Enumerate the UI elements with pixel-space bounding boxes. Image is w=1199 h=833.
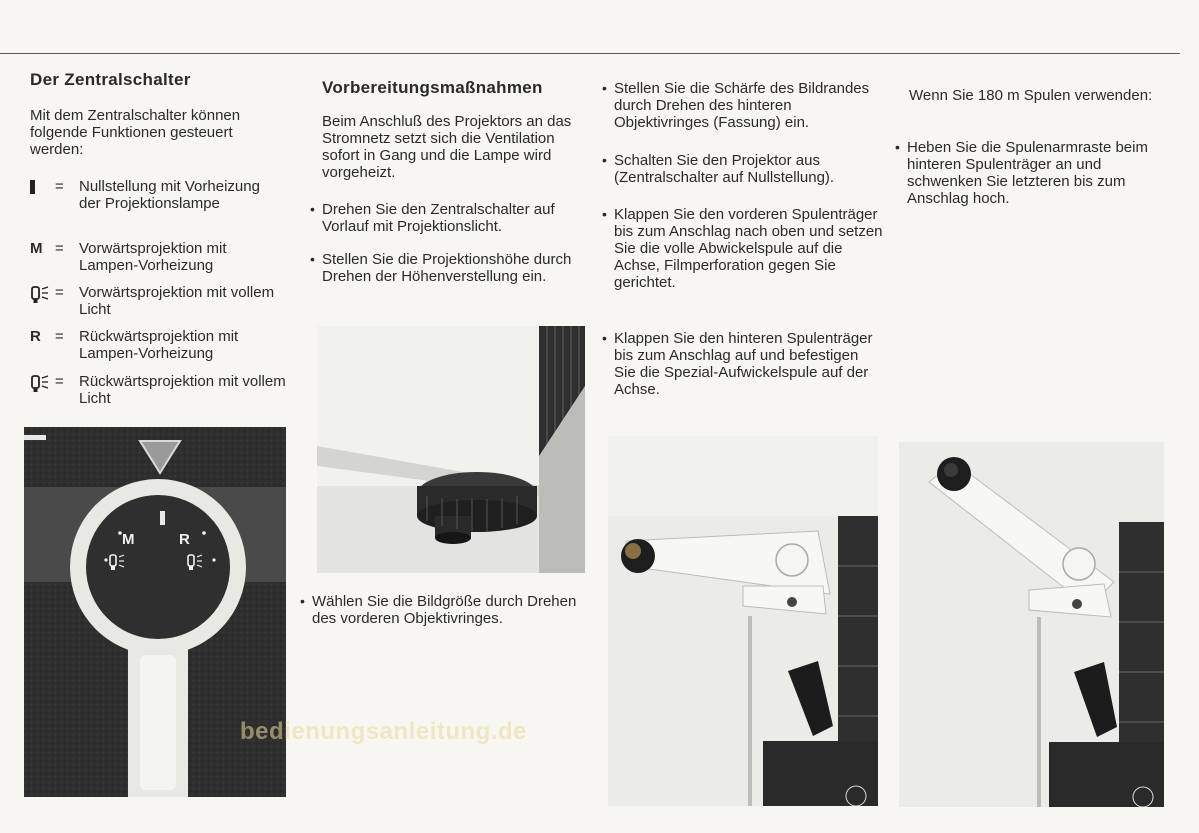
top-rule <box>0 53 1180 54</box>
heading-vorbereitung: Vorbereitungsmaßnahmen <box>322 78 543 97</box>
heading-zentralschalter: Der Zentralschalter <box>30 70 191 89</box>
watermark: bedienungsanleitung.de <box>240 718 528 745</box>
photo-rear-reel-arm <box>899 442 1164 807</box>
intro-180m-spulen: Wenn Sie 180 m Spulen verwenden: <box>909 87 1153 104</box>
bullet-projektionshoehe: • Stellen Sie die Projektionshöhe durch Drehen der Höhenverstellung ein. <box>311 251 577 285</box>
bullet-hinterer-spulentraeger: • Klappen Sie den hinteren Spulenträger bis zum Anschlag auf und befestigen Sie die Spezial-Aufwickelspule auf der Achse. <box>603 330 876 398</box>
bullet-schaerfe: • Stellen Sie die Schärfe des Bildrandes durch Drehen des hinteren Objektivringes (Fassung) ein. <box>603 80 884 131</box>
bullet-bildgroesse: • Wählen Sie die Bildgröße durch Drehen des vorderen Objektivringes. <box>301 593 582 627</box>
intro-vorbereitung: Beim Anschluß des Projektors an das Stromnetz setzt sich die Ventilation sofort in Gang und die Lampe wird vorgeheizt. <box>322 113 572 181</box>
bullet-spulenarmraste: • Heben Sie die Spulenarmraste beim hinteren Spulenträger an und schwenken Sie letzteren bis zum Anschlag hoch. <box>896 139 1169 207</box>
lamp-icon <box>30 284 52 308</box>
dial-label-m: M <box>122 531 135 548</box>
dial-label-r: R <box>179 531 190 548</box>
bullet-projektor-aus: • Schalten Sie den Projektor aus (Zentralschalter auf Nullstellung). <box>603 152 884 186</box>
column-zentralschalter: Der Zentralschalter Mit dem Zentralschalter können folgende Funktionen gesteuert werden: = Nullstellung mit Vorheizung der Projektionslampe M = Vorwärtsprojektion mit Lampen-Vorheizung = Vorwärtsprojektion mit vollem Licht R = Rückwärtsprojektion mit Lampen-Vorheizung = Rückwärtsprojektion mit vollem Licht <box>30 71 295 88</box>
photo-front-reel-arm <box>608 436 878 806</box>
bullet-zentralschalter-vorlauf: • Drehen Sie den Zentralschalter auf Vorlauf mit Projektionslicht. <box>311 201 577 235</box>
bar-icon <box>30 178 52 198</box>
lamp-icon <box>30 373 52 397</box>
intro-zentralschalter: Mit dem Zentralschalter können folgende Funktionen gesteuert werden: <box>30 107 241 158</box>
column-vorbereitung <box>322 78 592 285</box>
bullet-vorderer-spulentraeger: • Klappen Sie den vorderen Spulenträger bis zum Anschlag nach oben und setzen Sie die volle Abwickelspule auf die Achse, Filmperforation gegen Sie gerichtet. <box>603 206 884 291</box>
photo-height-adjustment <box>317 326 585 573</box>
